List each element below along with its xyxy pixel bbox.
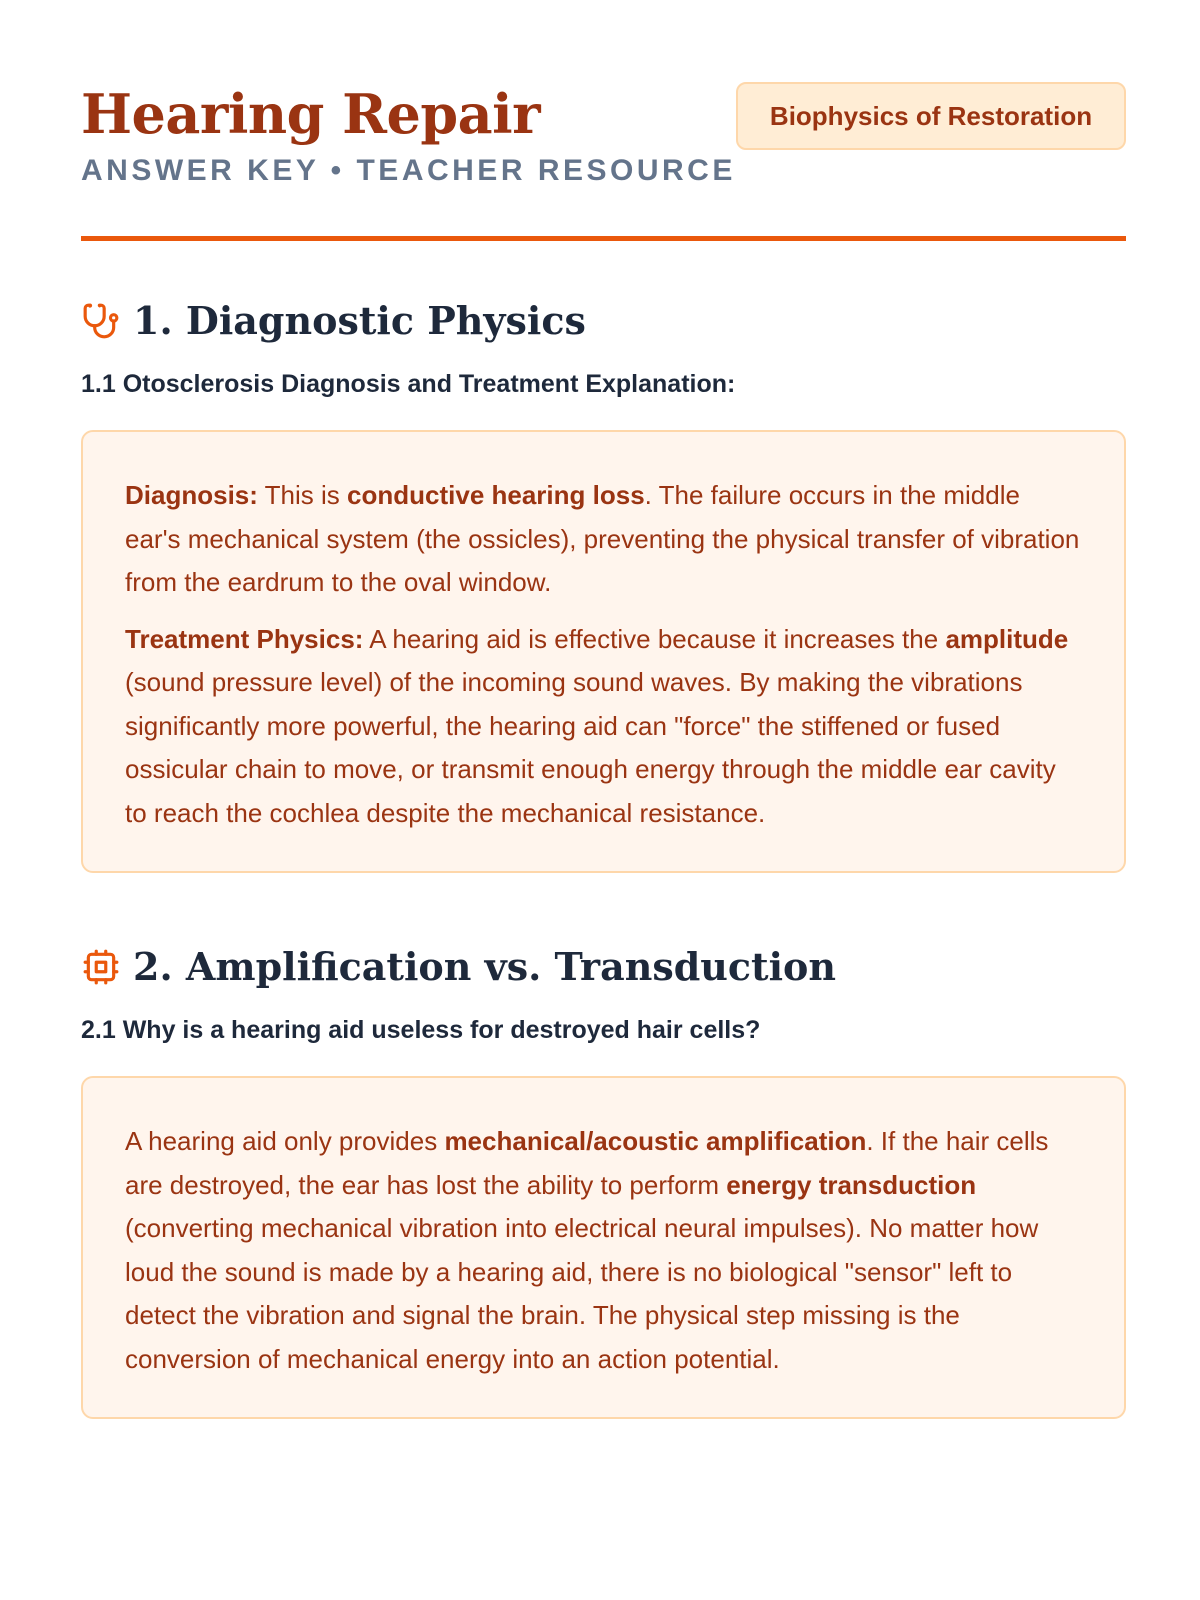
answer-key-page	[81, 82, 1126, 1419]
answer-emphasis: conductive hearing loss	[347, 480, 645, 510]
question-prompt: 1.1 Otosclerosis Diagnosis and Treatment Explanation:	[81, 370, 736, 398]
section-title: 2. Amplification vs. Transduction	[133, 944, 837, 989]
answer-box	[81, 430, 1126, 873]
answer-emphasis: energy transduction	[726, 1169, 977, 1200]
answer-paragraph	[125, 474, 1082, 605]
section-title: 1. Diagnostic Physics	[133, 298, 586, 343]
answer-text: (sound pressure level) of the incoming sound waves. By making the vibrations significantly more powerful, the hearing aid can "force" the stiffened or fused ossicular chain to move, or transmit enough energy through the middle ear cavity to reach the cochlea despite the mechanical resistance.	[125, 667, 1056, 828]
header-divider	[81, 236, 1126, 241]
answer-text: A hearing aid is effective because it increases the	[363, 623, 946, 654]
answer-text: . The failure occurs in the middle ear's mechanical system (the ossicles), preventing the physical transfer of vibration from the eardrum to the oval window.	[125, 480, 1080, 597]
page-header	[81, 82, 1126, 242]
answer-text: (converting mechanical vibration into electrical neural impulses). No matter how loud the sound is made by a hearing aid, there is no biological "sensor" left to detect the vibration and signal the brain. The physical step missing is the conversion of mechanical energy into an action potential.	[125, 1213, 1039, 1374]
answer-emphasis: mechanical/acoustic amplification	[444, 1126, 867, 1156]
section-heading	[81, 295, 1126, 347]
chip-icon	[81, 947, 121, 987]
section-heading	[81, 941, 1126, 993]
answer-text: . If the hair cells are destroyed, the ear has lost the ability to perform	[125, 1126, 1049, 1200]
stethoscope-icon	[81, 301, 121, 341]
answer-paragraph	[125, 618, 1082, 836]
answer-paragraph	[125, 1120, 1082, 1381]
section-amplification-vs-transduction	[81, 941, 1126, 1419]
page-title: Hearing Repair	[81, 82, 541, 146]
topic-badge: Biophysics of Restoration	[736, 82, 1126, 150]
section-diagnostic-physics	[81, 295, 1126, 873]
answer-text: This is	[257, 480, 348, 510]
page-subtitle: ANSWER KEY • TEACHER RESOURCE	[81, 154, 736, 187]
answer-text: A hearing aid only provides	[125, 1126, 445, 1156]
answer-emphasis: amplitude	[945, 623, 1069, 654]
answer-label: Treatment Physics:	[125, 623, 364, 654]
answer-box	[81, 1076, 1126, 1419]
answer-label: Diagnosis:	[125, 480, 258, 510]
question-prompt: 2.1 Why is a hearing aid useless for destroyed hair cells?	[81, 1016, 761, 1044]
